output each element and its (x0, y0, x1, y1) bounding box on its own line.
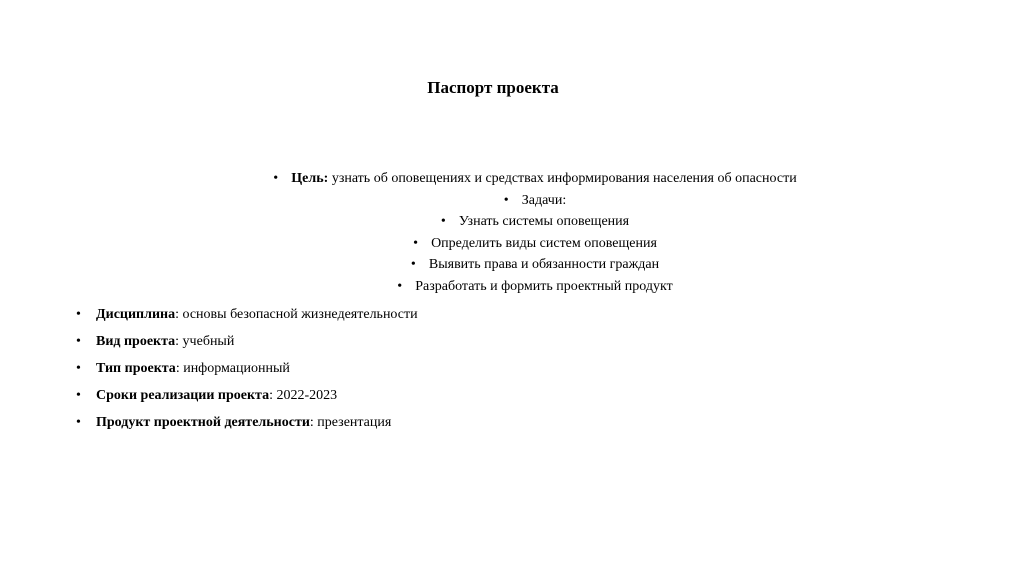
goal-text: узнать об оповещениях и средствах информирования населения об опасности (328, 171, 797, 186)
detail-value: : информационный (175, 361, 290, 376)
goal-label: Цель: (291, 171, 329, 186)
page-title: Паспорт проекта (427, 78, 559, 97)
list-item-goal (235, 168, 835, 190)
detail-value: : презентация (309, 415, 392, 430)
detail-label: Продукт проектной деятельности (96, 415, 310, 430)
task-text: Узнать системы оповещения (458, 214, 630, 230)
tasks-label: Задачи: (521, 192, 567, 208)
bullet-icon: • (76, 334, 81, 349)
bullet-icon: • (76, 361, 81, 376)
list-item-task (235, 233, 835, 255)
bullet-icon: • (440, 214, 446, 230)
detail-value: : учебный (175, 334, 235, 349)
detail-timeline (76, 382, 418, 409)
task-text: Определить виды систем оповещения (431, 235, 657, 251)
detail-project-kind (76, 328, 418, 355)
list-item-tasks-label (235, 190, 835, 212)
detail-label: Дисциплина (96, 307, 176, 322)
goals-tasks-list (235, 168, 835, 298)
list-item-task (235, 211, 835, 233)
list-item-task (235, 276, 835, 298)
detail-label: Тип проекта (96, 361, 176, 376)
detail-value: : основы безопасной жизнедеятельности (175, 307, 418, 322)
bullet-icon: • (76, 415, 81, 430)
detail-label: Вид проекта (96, 334, 176, 349)
detail-discipline (76, 301, 418, 328)
bullet-icon: • (397, 278, 403, 294)
bullet-icon: • (410, 257, 416, 273)
task-text: Разработать и формить проектный продукт (415, 278, 673, 294)
bullet-icon: • (273, 171, 279, 186)
bullet-icon: • (413, 235, 418, 251)
detail-product (76, 409, 418, 436)
detail-project-type (76, 355, 418, 382)
task-text: Выявить права и обязанности граждан (428, 257, 660, 273)
detail-label: Сроки реализации проекта (96, 388, 270, 403)
detail-value: : 2022-2023 (269, 388, 338, 403)
bullet-icon: • (76, 307, 81, 322)
list-item-task (235, 254, 835, 276)
bullet-icon: • (503, 192, 509, 208)
project-details-list (76, 301, 418, 436)
bullet-icon: • (76, 388, 81, 403)
